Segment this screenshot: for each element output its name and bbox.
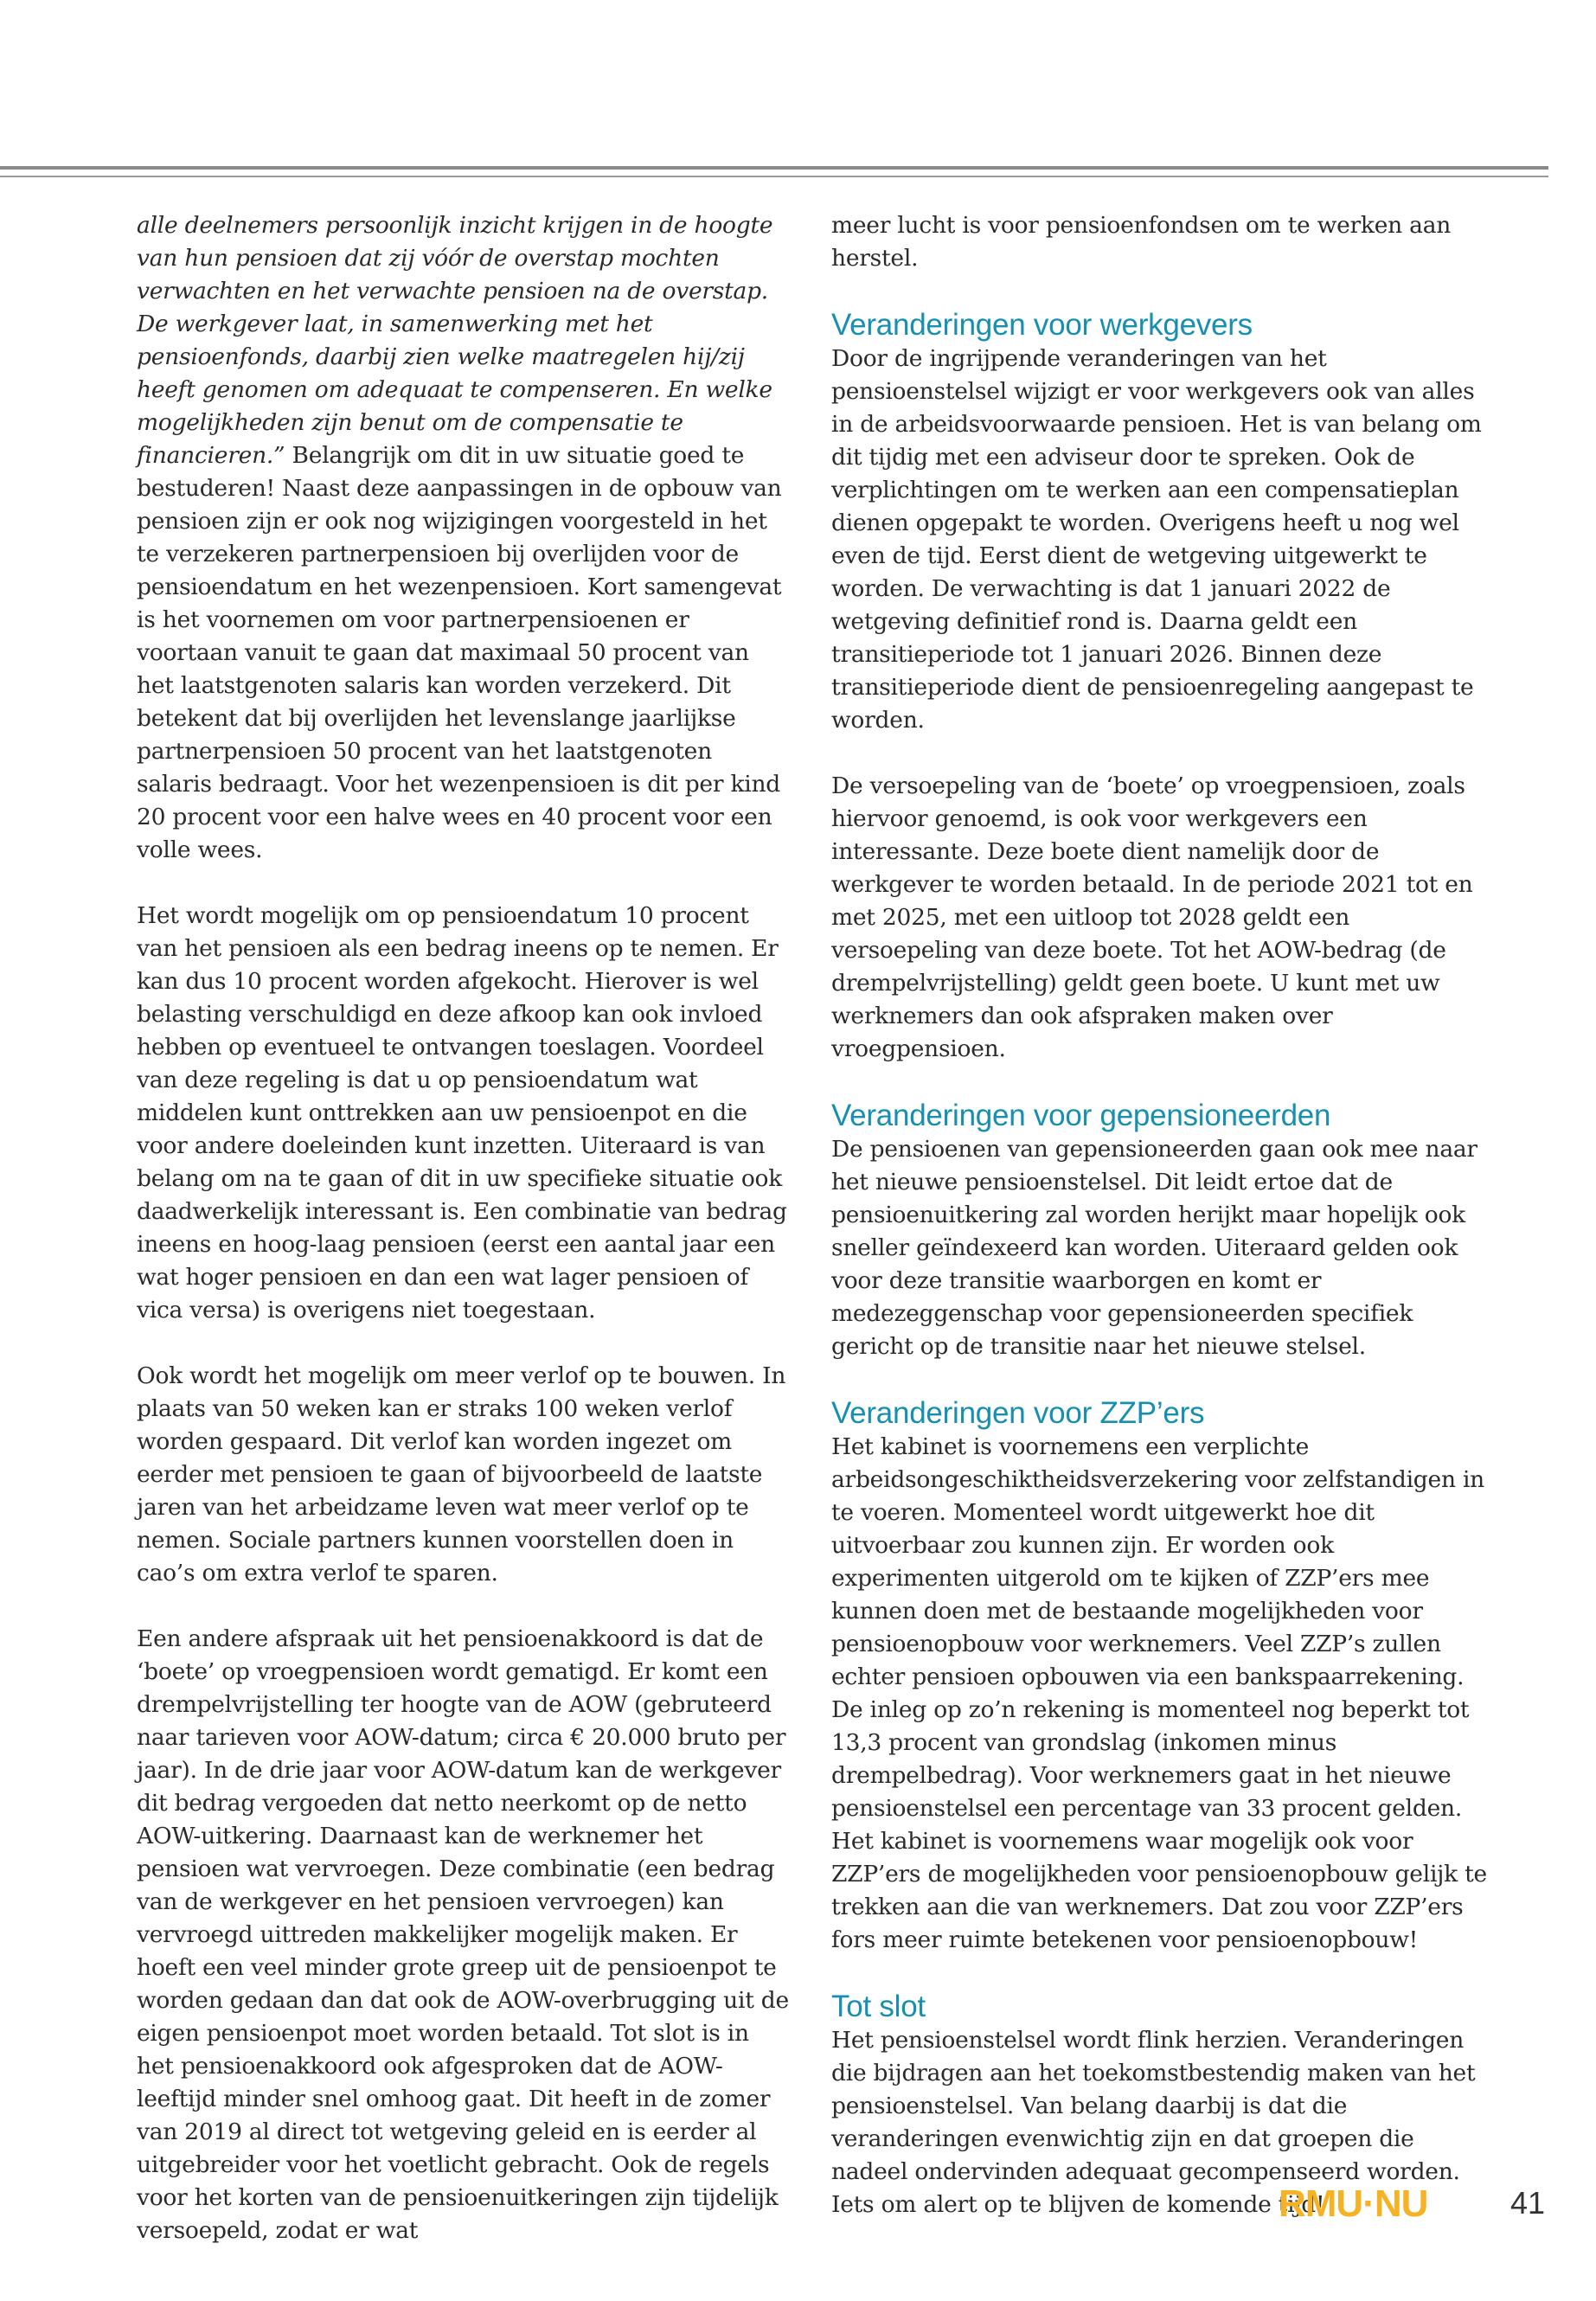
heading-zzp: Veranderingen voor ZZP’ers (831, 1396, 1205, 1430)
heading-tot-slot: Tot slot (831, 1990, 926, 2023)
paragraph-werkgevers-2: De versoepeling van de ‘boete’ op vroegpensioen, zoals hiervoor genoemd, is ook voor werkgevers een interessante. Deze boete dient namelijk door de werkgever te worden betaald. In de periode 2021 tot en met 2025, met een uitloop tot 2028 geldt een versoepeling van deze boete. Tot het AOW-bedrag (de drempelvrijstelling) geldt geen boete. U kunt met uw werknemers dan ook afspraken maken over vroegpensioen. (831, 772, 1473, 1062)
page-number: 41 (1510, 2185, 1546, 2221)
paragraph-text: Belangrijk om dit in uw situatie goed te bestuderen! Naast deze aanpassingen in de opbouw van pensioen zijn er ook nog wijzigingen voorgesteld in het te verzekeren partnerpensioen bij overlijden voor de pensioendatum en het wezenpensioen. Kort samengevat is het voornemen om voor partnerpensioenen er voortaan vanuit te gaan dat maximaal 50 procent van het laatstgenoten salaris kan worden verzekerd. Dit betekent dat bij overlijden het levenslange jaarlijkse partnerpensioen 50 procent van het laatstgenoten salaris bedraagt. Voor het wezenpensioen is dit per kind 20 procent voor een halve wees en 40 procent voor een volle wees. (137, 442, 782, 863)
header-rule-thin (0, 176, 1548, 177)
paragraph-gepensioneerden: De pensioenen van gepensioneerden gaan ook mee naar het nieuwe pensioenstelsel. Dit leidt ertoe dat de pensioenuitkering zal worden herijkt maar hopelijk ook sneller geïndexeerd kan worden. Uiteraard gelden ook voor deze transitie waarborgen en komt er medezeggenschap voor gepensioneerden specifiek gericht op de transitie naar het nieuwe stelsel. (831, 1136, 1477, 1360)
paragraph-tot-slot: Het pensioenstelsel wordt flink herzien. Veranderingen die bijdragen aan het toekomstbestendig maken van het pensioenstelsel. Van belang daarbij is dat die veranderingen evenwichtig zijn en dat groepen die nadeel ondervinden adequaat gecompenseerd worden. Iets om alert op te blijven de komende tijd! (831, 2027, 1476, 2218)
paragraph-werkgevers-1: Door de ingrijpende veranderingen van het pensioenstelsel wijzigt er voor werkgevers ook van alles in de arbeidsvoorwaarde pensioen. Het is van belang om dit tijdig met een adviseur door te spreken. Ook de verplichtingen om te werken aan een compensatieplan dienen opgepakt te worden. Overigens heeft u nog wel even de tijd. Eerst dient de wetgeving uitgewerkt te worden. De verwachting is dat 1 januari 2022 de wetgeving definitief rond is. Daarna geldt een transitieperiode tot 1 januari 2026. Binnen deze transitieperiode dient de pensioenregeling aangepast te worden. (831, 345, 1482, 734)
left-column (137, 209, 792, 2280)
right-column (831, 209, 1489, 2254)
header-rule-thick (0, 166, 1548, 170)
paragraph-herstel: meer lucht is voor pensioenfondsen om te werken aan herstel. (831, 212, 1452, 272)
heading-gepensioneerden: Veranderingen voor gepensioneerden (831, 1099, 1331, 1132)
paragraph-afkoop: Het wordt mogelijk om op pensioendatum 10 procent van het pensioen als een bedrag ineens op te nemen. Er kan dus 10 procent worden afgekocht. Hierover is wel belasting verschuldigd en deze afkoop kan ook invloed hebben op eventueel te ontvangen toeslagen. Voordeel van deze regeling is dat u op pensioendatum wat middelen kunt onttrekken aan uw pensioenpot en die voor andere doeleinden kunt inzetten. Uiteraard is van belang om na te gaan of dit in uw specifieke situatie ook daadwerkelijk interessant is. Een combinatie van bedrag ineens en hoog-laag pensioen (eerst een aantal jaar een wat hoger pensioen en dan een wat lager pensioen of vica versa) is overigens niet toegestaan. (137, 902, 787, 1324)
paragraph-verlof: Ook wordt het mogelijk om meer verlof op te bouwen. In plaats van 50 weken kan er straks 100 weken verlof worden gespaard. Dit verlof kan worden ingezet om eerder met pensioen te gaan of bijvoorbeeld de laatste jaren van het arbeidzame leven wat meer verlof op te nemen. Sociale partners kunnen voorstellen doen in cao’s om extra verlof te sparen. (137, 1362, 786, 1586)
paragraph-vroegpensioen: Een andere afspraak uit het pensioenakkoord is dat de ‘boete’ op vroegpensioen wordt gematigd. Er komt een drempelvrijstelling ter hoogte van de AOW (gebruteerd naar tarieven voor AOW-datum; circa € 20.000 bruto per jaar). In de drie jaar voor AOW-datum kan de werkgever dit bedrag vergoeden dat netto neerkomt op de netto AOW-uitkering. Daarnaast kan de werknemer het pensioen wat vervroegen. Deze combinatie (een bedrag van de werkgever en het pensioen vervroegen) kan vervroegd uittreden makkelijker mogelijk maken. Er hoeft een veel minder grote greep uit de pensioenpot te worden gedaan dan dat ook de AOW-overbrugging uit de eigen pensioenpot moet worden betaald. Tot slot is in het pensioenakkoord ook afgesproken dat de AOW-leeftijd minder snel omhoog gaat. Dit heeft in de zomer van 2019 al direct tot wetgeving geleid en is eerder al uitgebreider voor het voetlicht gebracht. Ook de regels voor het korten van de pensioenuitkeringen zijn tijdelijk versoepeld, zodat er wat (137, 1625, 789, 2244)
quote-text: alle deelnemers persoonlijk inzicht krijgen in de hoogte van hun pensioen dat zij vóór de overstap mochten verwachten en het verwachte pensioen na de overstap. De werkgever laat, in samenwerking met het pensioenfonds, daarbij zien welke maatregelen hij/zij heeft genomen om adequaat te compenseren. En welke mogelijkheden zijn benut om de compensatie te financieren.” (137, 212, 773, 469)
rmu-nu-logo: RMU·NU (1279, 2182, 1428, 2225)
paragraph-zzp: Het kabinet is voornemens een verplichte arbeidsongeschiktheidsverzekering voor zelfstandigen in te voeren. Momenteel wordt uitgewerkt hoe dit uitvoerbaar zou kunnen zijn. Er worden ook experimenten uitgerold om te kijken of ZZP’ers mee kunnen doen met de bestaande mogelijkheden voor pensioenopbouw voor werknemers. Veel ZZP’s zullen echter pensioen opbouwen via een bankspaarrekening. De inleg op zo’n rekening is momenteel nog beperkt tot 13,3 procent van grondslag (inkomen minus drempelbedrag). Voor werknemers gaat in het nieuwe pensioenstelsel een percentage van 33 procent gelden. Het kabinet is voornemens waar mogelijk ook voor ZZP’ers de mogelijkheden voor pensioenopbouw gelijk te trekken aan die van werknemers. Dat zou voor ZZP’ers fors meer ruimte betekenen voor pensioenopbouw! (831, 1433, 1487, 1953)
paragraph-quote (137, 209, 792, 867)
heading-werkgevers: Veranderingen voor werkgevers (831, 308, 1253, 342)
